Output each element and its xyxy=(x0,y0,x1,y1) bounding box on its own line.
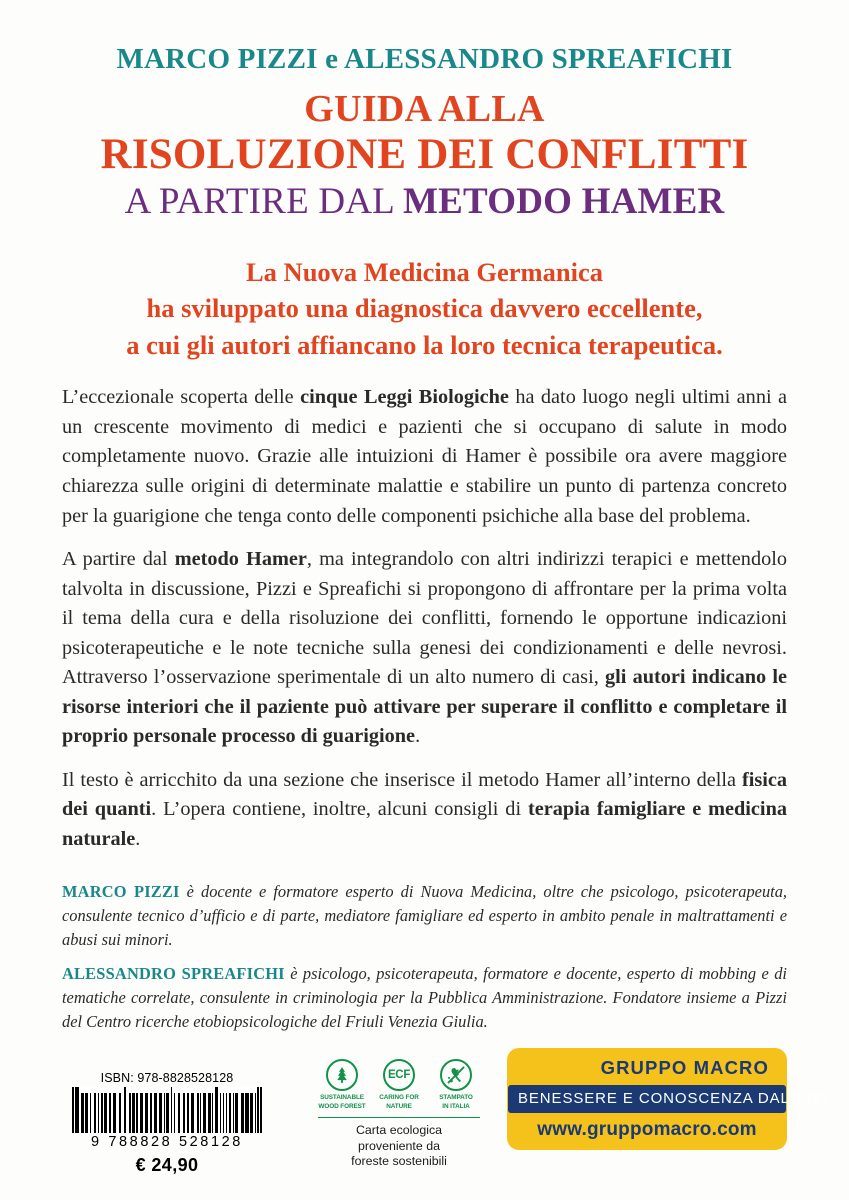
eco-badges xyxy=(314,1059,484,1110)
p2-text-2: , ma integrandolo con altri indirizzi terapici e mettendolo talvolta in discussione, Pizzi e Spreafichi si propongono di affrontare per la prima volta il tema della cura e della risoluzione dei conflitti, fornendo le opportune indicazioni psicoterapeutiche e le note tecniche sulla genesi dei condizionamenti e delle nevrosi. Attraverso l’osservazione sperimentale di un alto numero di casi, xyxy=(62,548,787,689)
paragraph-3 xyxy=(62,766,787,855)
p2-text-1: A partire dal xyxy=(62,548,175,571)
bio-name-marco-pizzi: MARCO PIZZI xyxy=(62,882,180,902)
italy-map-icon xyxy=(440,1059,472,1091)
eco-badge-caring-for-nature xyxy=(374,1059,424,1110)
title-line-1: GUIDA ALLA xyxy=(304,88,545,131)
price-label: € 24,90 xyxy=(135,1155,199,1175)
p1-bold-1: cinque Leggi Biologiche xyxy=(300,386,509,409)
eco-note-line-2: proveniente da xyxy=(358,1138,440,1153)
eco-badge-stampato-in-italia xyxy=(431,1059,481,1110)
isbn-label: ISBN: 978-8828528128 xyxy=(100,1071,234,1085)
ecf-label: ECF xyxy=(387,1069,411,1082)
ecf-icon xyxy=(383,1059,415,1091)
p2-bold-1: metodo Hamer xyxy=(174,548,307,571)
bio-marco-pizzi xyxy=(62,880,787,952)
p1-text-1: L’eccezionale scoperta delle xyxy=(62,386,301,409)
p3-bold-2: terapia famigliare e medicina naturale xyxy=(62,798,787,850)
subtitle-line-3: a cui gli autori affiancano la loro tecnica terapeutica. xyxy=(126,329,723,360)
paragraph-2 xyxy=(62,545,787,752)
p1-text-2: ha dato luogo negli ultimi anni a un crescente movimento di medici e pazienti che si occupano di salute in modo completamente nuovo. Grazie alle intuizioni di Hamer è possibile ora avere maggiore chiarezza sulle origini di determinate malattie e stabilire un punto di partenza concreto per la guarigione che tenga conto delle componenti psichiche alla base del problema. xyxy=(62,386,787,527)
publisher-logo[interactable] xyxy=(507,1048,832,1150)
paragraph-1 xyxy=(62,383,787,531)
author-bios xyxy=(62,880,787,1034)
title-line-3-emphasis: METODO HAMER xyxy=(403,181,725,223)
tree-icon xyxy=(326,1059,358,1091)
subtitle-line-2: ha sviluppato una diagnostica davvero eccellente, xyxy=(146,293,703,324)
eco-caption-3-line-1: STAMPATO xyxy=(439,1094,473,1102)
subtitle-block xyxy=(62,254,787,364)
eco-note xyxy=(314,1123,484,1170)
p3-text-1: Il testo è arricchito da una sezione che inserisce il metodo Hamer all’interno della xyxy=(62,768,742,791)
bio-text-alessandro-spreafichi: è psicologo, psicoterapeuta, formatore e docente, esperto di mobbing e di tematiche correlate, consulente in criminologia per la Pubblica Amministrazione. Fondatore insieme a Pizzi del Centro ricerche etobiopsicologiche del Friuli Venezia Giulia. xyxy=(62,964,787,1032)
eco-divider xyxy=(318,1117,480,1118)
eco-caption-1-line-2: WOOD FOREST xyxy=(318,1102,366,1110)
eco-caption-2-line-1: CARING FOR xyxy=(379,1094,419,1102)
p2-bold-2: gli autori indicano le risorse interiori che il paziente può attivare per superare il conflitto e completare il proprio personale processo di guarigione xyxy=(62,666,788,748)
body-copy xyxy=(62,383,787,854)
title-line-2: RISOLUZIONE DEI CONFLITTI xyxy=(100,130,749,178)
eco-note-line-3: foreste sostenibili xyxy=(351,1154,447,1169)
bio-name-alessandro-spreafichi: ALESSANDRO SPREAFICHI xyxy=(62,964,285,984)
p3-text-3: . xyxy=(135,827,141,850)
title-line-3-prefix: A PARTIRE DAL xyxy=(124,181,404,223)
barcode-icon xyxy=(72,1087,262,1133)
p3-bold-1: fisica dei quanti xyxy=(62,768,787,821)
eco-badge-sustainable-wood-forest xyxy=(317,1059,367,1110)
eco-certification-block xyxy=(314,1059,484,1170)
footer-strip xyxy=(62,1042,832,1182)
subtitle-line-1: La Nuova Medicina Germanica xyxy=(246,256,603,287)
isbn-block xyxy=(72,1071,262,1176)
authors-line: MARCO PIZZI e ALESSANDRO SPREAFICHI xyxy=(116,43,733,75)
p3-text-2: . L’opera contiene, inoltre, alcuni consigli di xyxy=(151,798,528,821)
barcode-digits: 9 788828 528128 xyxy=(91,1134,243,1150)
publisher-url[interactable]: www.gruppomacro.com xyxy=(537,1119,757,1140)
bio-alessandro-spreafichi xyxy=(62,962,787,1034)
bio-text-marco-pizzi: è docente e formatore esperto di Nuova Medicina, oltre che psicologo, psicoterapeuta, consulente tecnico d’ufficio e di parte, mediatore famigliare ed esperto in ambito penale in maltrattamenti e abusi sui minori. xyxy=(62,882,787,950)
eco-caption-1-line-1: SUSTAINABLE xyxy=(320,1094,364,1102)
title-block xyxy=(62,88,787,223)
eco-caption-3-line-2: IN ITALIA xyxy=(442,1102,470,1110)
eco-caption-2-line-2: NATURE xyxy=(386,1102,412,1110)
p2-text-3: . xyxy=(415,725,421,748)
publisher-tagline: BENESSERE E CONOSCENZA DAL 1987 xyxy=(508,1085,786,1113)
publisher-name: GRUPPO MACRO xyxy=(600,1057,769,1078)
eco-note-line-1: Carta ecologica xyxy=(355,1123,443,1138)
title-line-3 xyxy=(62,181,787,224)
